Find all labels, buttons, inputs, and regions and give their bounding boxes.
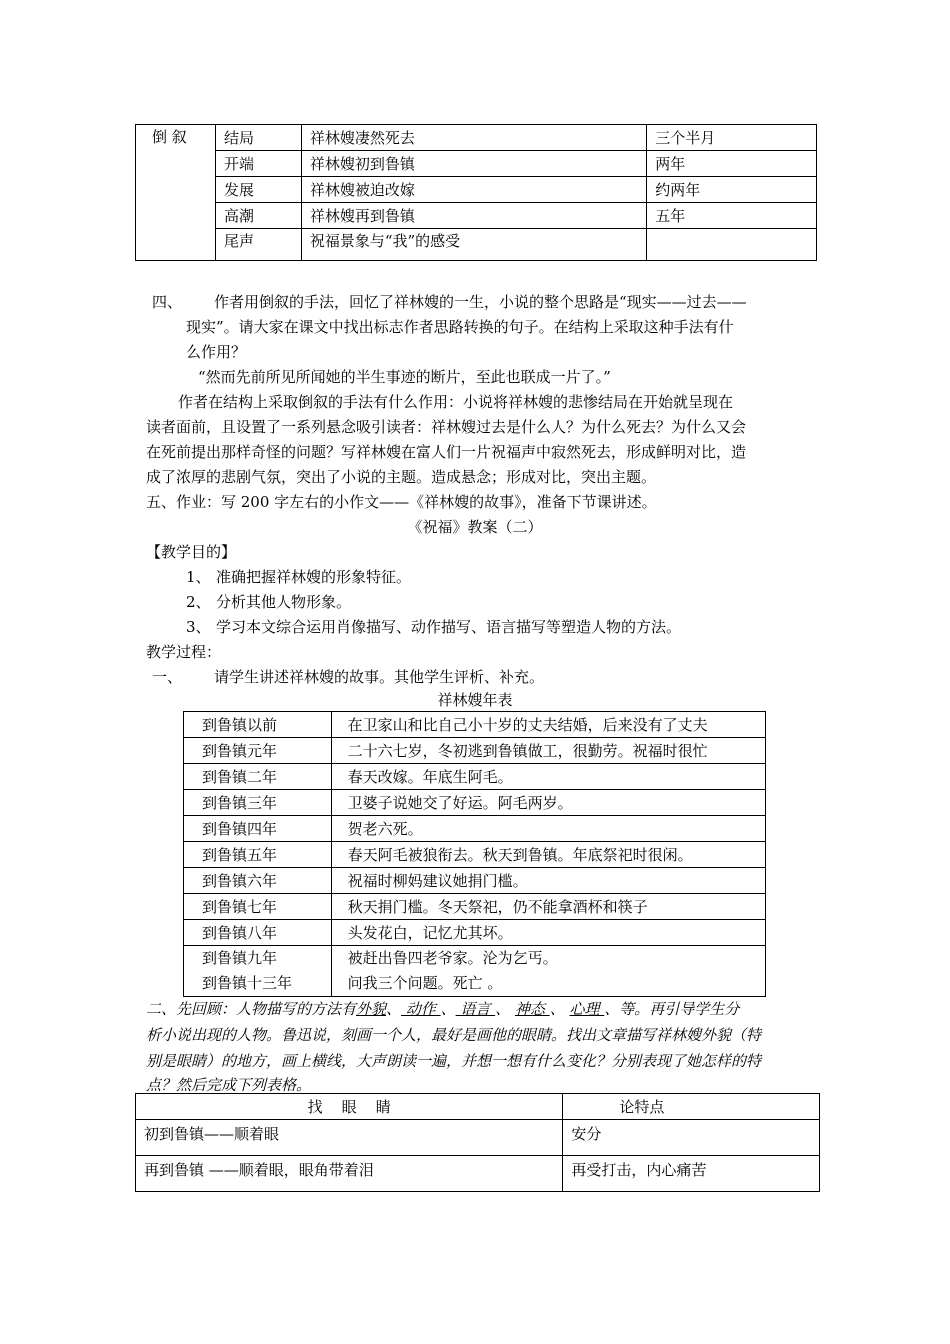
year-cell: 到鲁镇元年 [184,738,332,764]
event-cell: 被赶出鲁四老爷家。沦为乞丐。 [347,949,558,967]
event-cell: 祥林嫂被迫改嫁 [301,177,646,203]
step2-prefix: 二、先回顾：人物描写的方法有 [146,1000,357,1018]
step1-text: 请学生讲述祥林嫂的故事。其他学生评析、补充。 [214,668,545,686]
goal-num: 1、 [186,568,211,586]
time-cell: 五年 [647,203,817,229]
stage-cell: 结局 [215,125,301,151]
time-cell: 约两年 [647,177,817,203]
goals-header: 【教学目的】 [146,543,237,561]
step2-line3: 别是眼睛）的地方，画上横线，大声朗读一遍，并想一想有什么变化？分别表现了她怎样的特 [146,1052,762,1070]
section4-para1: 作者在结构上采取倒叙的手法有什么作用：小说将祥林嫂的悲惨结局在开始就呈现在 [178,393,734,411]
year-cell: 到鲁镇八年 [184,920,332,946]
stage-cell: 开端 [215,151,301,177]
eyes-table [135,1093,820,1192]
event-cell: 在卫家山和比自己小十岁的丈夫结婚，后来没有了丈夫 [331,712,765,738]
year-cell: 到鲁镇六年 [184,868,332,894]
stage-cell: 尾声 [215,229,301,261]
section4-num: 四、 [152,293,183,311]
year-cell: 到鲁镇七年 [184,894,332,920]
year-cell: 到鲁镇二年 [184,764,332,790]
event-cell: 头发花白，记忆尤其坏。 [331,920,765,946]
stage-cell: 高潮 [215,203,301,229]
event-cell: 春天改嫁。年底生阿毛。 [331,764,765,790]
goal-text: 准确把握祥林嫂的形象特征。 [216,568,412,586]
event-cell: 问我三个问题。死亡 。 [347,974,503,992]
step2-suffix: 、等。再引导学生分 [604,1000,740,1018]
goal-text: 分析其他人物形象。 [216,593,352,611]
goal-text: 学习本文综合运用肖像描写、动作描写、语言描写等塑造人物的方法。 [216,618,682,636]
year-cell-merged [184,946,332,997]
sep: 、 [440,1000,456,1018]
event-cell: 祝福时柳妈建议她捐门槛。 [331,868,765,894]
section4-para3: 在死前提出那样奇怪的问题？写祥林嫂在富人们一片祝福声中寂然死去，形成鲜明对比，造 [146,443,747,461]
event-cell: 秋天捐门槛。冬天祭祀，仍不能拿酒杯和筷子 [331,894,765,920]
timeline-table [183,711,766,997]
step2-line1 [146,997,739,1021]
event-cell: 卫婆子说她交了好运。阿毛两岁。 [331,790,765,816]
process-header: 教学过程： [146,643,222,661]
step2-line2: 析小说出现的人物。鲁迅说，刻画一个人，最好是画他的眼睛。找出文章描写祥林嫂外貌（特 [146,1026,762,1044]
goal-num: 3、 [186,618,211,636]
eyes-cell: 再到鲁镇 ——顺着眼，眼角带着泪 [136,1156,563,1192]
section5-homework: 五、作业：写 200 字左右的小作文——《祥林嫂的故事》，准备下节课讲述。 [146,493,657,511]
stage-cell: 发展 [215,177,301,203]
blank-action: 动作 [401,1000,441,1018]
goal-num: 2、 [186,593,211,611]
time-cell: 两年 [647,151,817,177]
event-cell: 贺老六死。 [331,816,765,842]
eyes-cell: 初到鲁镇——顺着眼 [136,1120,563,1156]
blank-appearance: 外貌 [356,1000,387,1018]
event-cell: 祥林嫂再到鲁镇 [301,203,646,229]
year-cell: 到鲁镇十三年 [202,974,293,992]
year-cell: 到鲁镇五年 [184,842,332,868]
section4-line3: 么作用？ [186,343,247,361]
event-cell-merged [331,946,765,997]
event-cell: 二十六七岁，冬初逃到鲁镇做工，很勤劳。祝福时很忙 [331,738,765,764]
section4-line1: 作者用倒叙的手法，回忆了祥林嫂的一生，小说的整个思路是“现实——过去—— [214,293,747,311]
section4-line2: 现实”。请大家在课文中找出标志作者思路转换的句子。在结构上采取这种手法有什 [186,318,734,336]
event-cell: 祝福景象与“我”的感受 [301,229,646,261]
section4-quote: “然而先前所见所闻她的半生事迹的断片，至此也联成一片了。” [198,368,611,386]
step2-line4: 点？然后完成下列表格。 [146,1076,312,1094]
year-cell: 到鲁镇九年 [202,949,278,967]
structure-group-label: 倒 叙 [136,125,216,261]
timeline-caption: 祥林嫂年表 [437,691,513,709]
blank-language: 语言 [455,1000,496,1018]
year-cell: 到鲁镇以前 [184,712,332,738]
section4-para4: 成了浓厚的悲剧气氛，突出了小说的主题。造成悬念；形成对比，突出主题。 [146,468,657,486]
sep: 、 [386,1000,402,1018]
event-cell: 祥林嫂初到鲁镇 [301,151,646,177]
year-cell: 到鲁镇三年 [184,790,332,816]
event-cell: 春天阿毛被狼衔去。秋天到鲁镇。年底祭祀时很闲。 [331,842,765,868]
time-cell: 三个半月 [647,125,817,151]
blank-expression: 神态 [514,1000,550,1018]
structure-table [135,124,817,261]
trait-cell: 安分 [563,1120,820,1156]
trait-cell: 再受打击，内心痛苦 [563,1156,820,1192]
event-cell: 祥林嫂凄然死去 [301,125,646,151]
sep: 、 [549,1000,570,1018]
blank-psychology: 心理 [569,1000,605,1018]
section4-para2: 读者面前，且设置了一系列悬念吸引读者：祥林嫂过去是什么人？为什么死去？为什么又会 [146,418,747,436]
lesson-title: 《祝福》教案（二） [407,518,543,536]
trait-col-header: 论特点 [563,1094,820,1120]
time-cell [647,229,817,261]
year-cell: 到鲁镇四年 [184,816,332,842]
sep: 、 [495,1000,515,1018]
eyes-col-header: 找 眼 睛 [136,1094,563,1120]
step1-num: 一、 [152,668,183,686]
